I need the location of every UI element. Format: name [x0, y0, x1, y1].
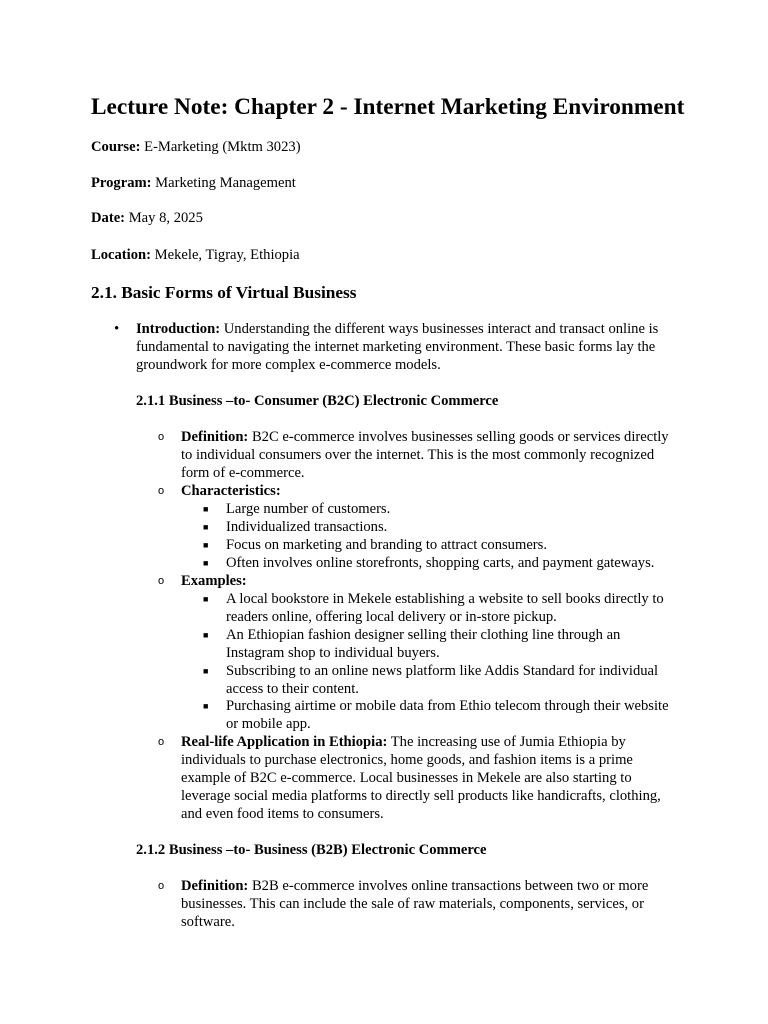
meta-location: [91, 246, 300, 264]
meta-program: [91, 174, 296, 192]
meta-value: May 8, 2025: [128, 210, 203, 226]
square-bullet-icon: ■: [203, 504, 209, 514]
reallife-text: The increasing use of Jumia Ethiopia by individuals to purchase electronics, home goods, and fashion items is a prime example of B2C e-commerce. Local businesses in Mekele are also starting to leverage social media platforms to directly sell products like handicrafts, clothing, and even food items to consumers.: [181, 734, 661, 822]
example-item: A local bookstore in Mekele establishing a website to sell books directly to readers online, offering local delivery or in-store pickup.: [226, 591, 664, 625]
meta-date: [91, 209, 203, 227]
definition-label: Definition:: [181, 878, 249, 894]
b2c-heading: 2.1.1 Business –to- Consumer (B2C) Electronic Commerce: [136, 393, 499, 409]
definition-text: B2B e-commerce involves online transactions between two or more businesses. This can include the sale of raw materials, components, services, or software.: [181, 878, 649, 930]
meta-label: Program:: [91, 175, 152, 191]
meta-label: Date:: [91, 210, 126, 226]
characteristics-label: Characteristics:: [181, 483, 281, 499]
meta-label: Location:: [91, 247, 151, 263]
b2c-definition: [181, 428, 681, 482]
reallife-label: Real-life Application in Ethiopia:: [181, 734, 388, 750]
square-bullet-icon: ■: [203, 594, 209, 604]
meta-value: Mekele, Tigray, Ethiopia: [154, 247, 300, 263]
intro-text: Understanding the different ways businesses interact and transact online is fundamental to navigating the internet marketing environment. These basic forms lay the groundwork for more complex e-commerce models.: [136, 321, 659, 373]
section-heading: 2.1. Basic Forms of Virtual Business: [91, 283, 357, 302]
circle-bullet-icon: o: [158, 736, 165, 748]
characteristic-item: Focus on marketing and branding to attract consumers.: [226, 537, 547, 553]
disc-bullet-icon: •: [114, 321, 120, 337]
b2c-reallife: [181, 733, 681, 823]
characteristic-item: Individualized transactions.: [226, 519, 388, 535]
example-item: Purchasing airtime or mobile data from Ethio telecom through their website or mobile app.: [226, 698, 669, 732]
square-bullet-icon: ■: [203, 630, 209, 640]
square-bullet-icon: ■: [203, 666, 209, 676]
page-title: Lecture Note: Chapter 2 - Internet Marketing Environment: [91, 94, 685, 120]
example-item: An Ethiopian fashion designer selling their clothing line through an Instagram shop to individual buyers.: [226, 627, 621, 661]
meta-value: E-Marketing (Mktm 3023): [144, 139, 301, 155]
square-bullet-icon: ■: [203, 701, 209, 711]
example-item: Subscribing to an online news platform like Addis Standard for individual access to their content.: [226, 663, 659, 697]
b2b-heading: 2.1.2 Business –to- Business (B2B) Electronic Commerce: [136, 842, 487, 858]
b2b-definition: [181, 877, 681, 931]
circle-bullet-icon: o: [158, 880, 165, 892]
b2c-characteristics-label: [181, 482, 681, 500]
square-bullet-icon: ■: [203, 522, 209, 532]
meta-label: Course:: [91, 139, 141, 155]
circle-bullet-icon: o: [158, 575, 165, 587]
characteristic-item: Large number of customers.: [226, 501, 391, 517]
examples-label: Examples:: [181, 573, 247, 589]
circle-bullet-icon: o: [158, 485, 165, 497]
square-bullet-icon: ■: [203, 540, 209, 550]
circle-bullet-icon: o: [158, 431, 165, 443]
b2c-examples-label: [181, 572, 681, 590]
definition-text: B2C e-commerce involves businesses selling goods or services directly to individual consumers over the internet. This is the most commonly recognized form of e-commerce.: [181, 429, 669, 481]
intro-paragraph: [136, 320, 686, 374]
intro-label: Introduction:: [136, 321, 221, 337]
square-bullet-icon: ■: [203, 558, 209, 568]
definition-label: Definition:: [181, 429, 249, 445]
meta-value: Marketing Management: [155, 175, 296, 191]
characteristic-item: Often involves online storefronts, shopping carts, and payment gateways.: [226, 555, 655, 571]
meta-course: [91, 138, 301, 156]
